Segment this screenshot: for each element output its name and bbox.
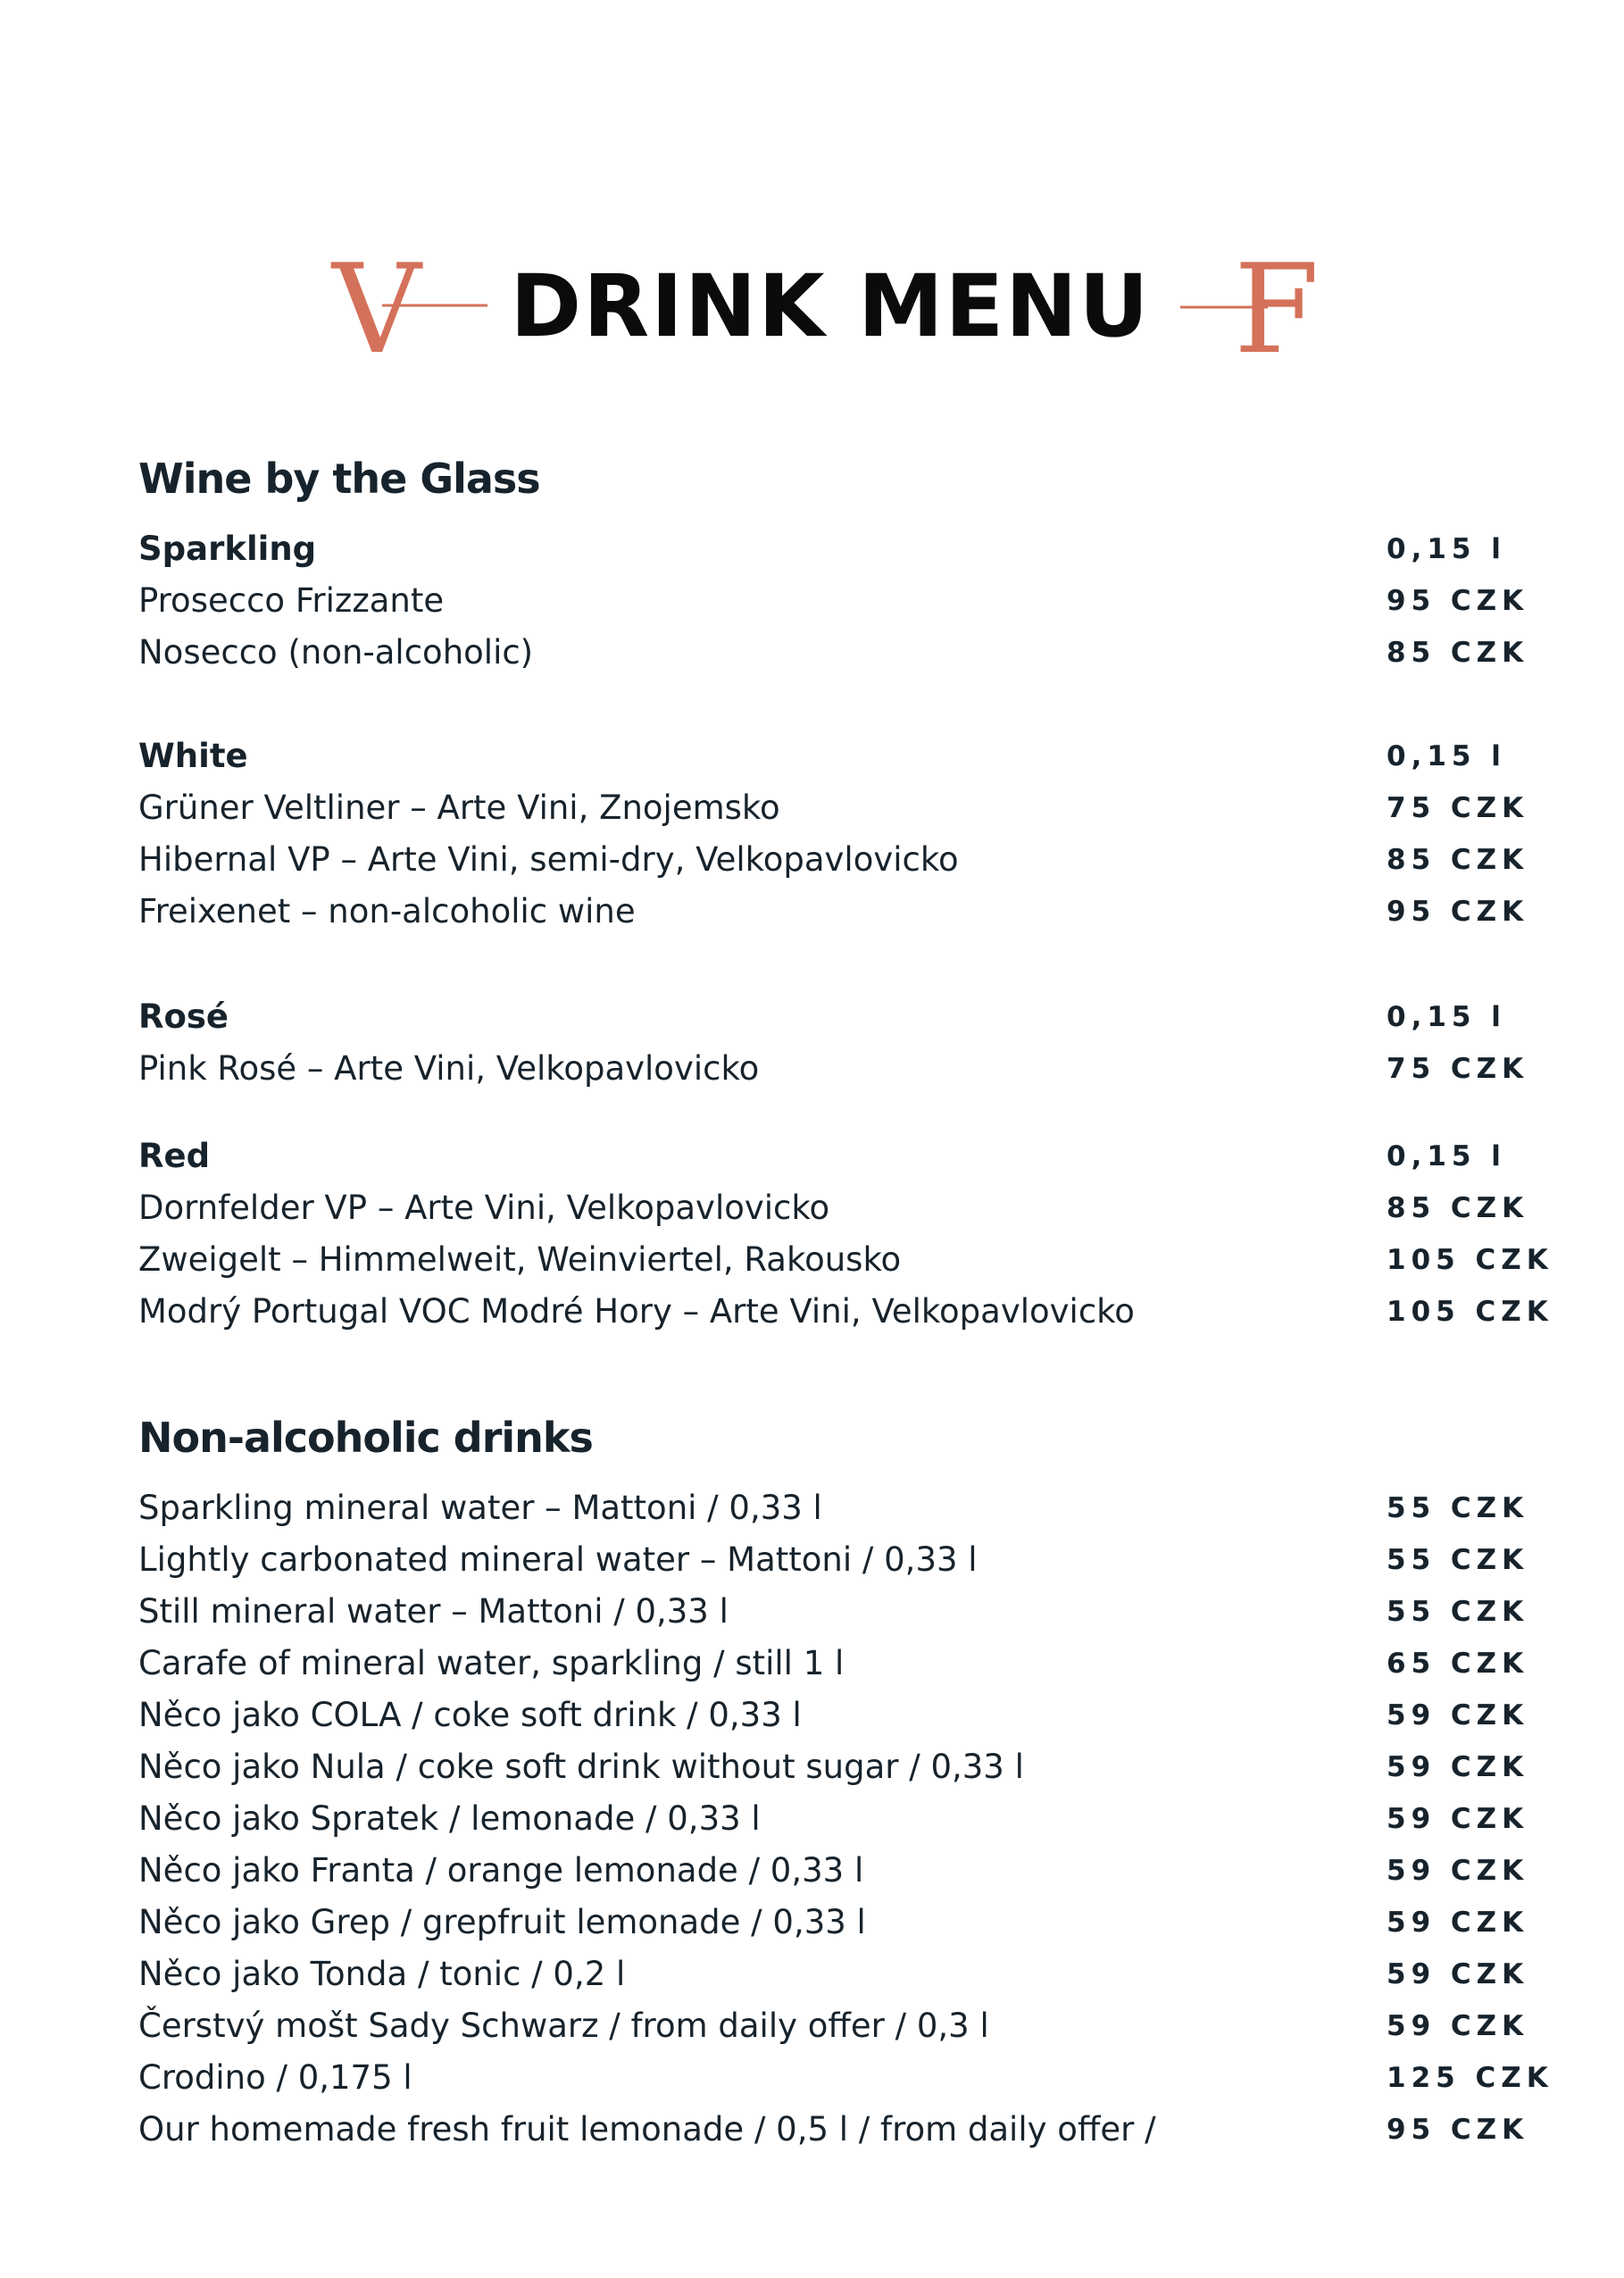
item-price: 85 CZK [1387, 637, 1529, 669]
item-name: Grüner Veltliner – Arte Vini, Znojemsko [138, 789, 780, 827]
list-item [138, 630, 1531, 675]
logo-v-mark [330, 252, 491, 359]
list-item [138, 786, 1531, 830]
item-name: Něco jako Tonda / tonic / 0,2 l [138, 1955, 626, 1993]
list-item [138, 1745, 1531, 1790]
item-name: Něco jako Grep / grepfruit lemonade / 0,33 l [138, 1903, 866, 1941]
item-name: Freixenet – non-alcoholic wine [138, 892, 636, 930]
list-item [138, 1952, 1531, 1997]
item-price: 59 CZK [1387, 1958, 1529, 1990]
item-price: 59 CZK [1387, 1803, 1529, 1835]
page-title: DRINK MENU [510, 256, 1151, 356]
item-name: Dornfelder VP – Arte Vini, Velkopavlovicko [138, 1189, 830, 1227]
item-name: Zweigelt – Himmelweit, Weinviertel, Rakousko [138, 1240, 902, 1279]
item-price: 59 CZK [1387, 2010, 1529, 2042]
list-item [138, 1486, 1531, 1531]
list-item [138, 2056, 1553, 2100]
item-name: Modrý Portugal VOC Modré Hory – Arte Vini, Velkopavlovicko [138, 1292, 1135, 1331]
item-price: 59 CZK [1387, 1699, 1529, 1731]
item-name: Still mineral water – Mattoni / 0,33 l [138, 1592, 729, 1631]
item-price: 59 CZK [1387, 1855, 1529, 1887]
item-name: Hibernal VP – Arte Vini, semi-dry, Velkopavlovicko [138, 840, 959, 879]
item-name: Nosecco (non-alcoholic) [138, 633, 534, 672]
list-item [138, 1641, 1531, 1686]
list-item [138, 889, 1531, 934]
item-name: Pink Rosé – Arte Vini, Velkopavlovicko [138, 1049, 760, 1088]
subsection-label: White [138, 737, 248, 775]
item-name: Něco jako Nula / coke soft drink without sugar / 0,33 l [138, 1748, 1024, 1786]
subsection-red [138, 1134, 1531, 1179]
logo-v-letter: V [332, 252, 421, 359]
item-price: 59 CZK [1387, 1751, 1529, 1783]
list-item [138, 2107, 1531, 2152]
volume-label: 0,15 l [1387, 533, 1506, 565]
item-price: 59 CZK [1387, 1907, 1529, 1939]
logo-f-letter: F [1234, 252, 1320, 359]
list-item [138, 1590, 1531, 1634]
item-name: Čerstvý mošt Sady Schwarz / from daily offer / 0,3 l [138, 2007, 989, 2045]
item-price: 95 CZK [1387, 2114, 1529, 2146]
menu-header [0, 241, 1624, 366]
list-item [138, 1238, 1553, 1282]
item-price: 55 CZK [1387, 1544, 1529, 1576]
item-price: 125 CZK [1387, 2062, 1553, 2094]
item-price: 95 CZK [1387, 585, 1529, 617]
list-item [138, 579, 1531, 623]
list-item [138, 1693, 1531, 1738]
logo-f-mark [1178, 252, 1348, 359]
item-price: 85 CZK [1387, 1192, 1529, 1224]
list-item [138, 1848, 1531, 1893]
list-item [138, 2004, 1531, 2049]
list-item [138, 838, 1531, 882]
section-title-nonalcoholic: Non-alcoholic drinks [138, 1414, 593, 1462]
item-name: Carafe of mineral water, sparkling / still 1 l [138, 1644, 845, 1682]
item-price: 95 CZK [1387, 896, 1529, 928]
item-name: Crodino / 0,175 l [138, 2058, 412, 2097]
item-price: 105 CZK [1387, 1244, 1553, 1276]
list-item [138, 1900, 1531, 1945]
item-price: 65 CZK [1387, 1648, 1529, 1680]
item-price: 55 CZK [1387, 1492, 1529, 1524]
subsection-label: Sparkling [138, 530, 317, 568]
item-name: Něco jako COLA / coke soft drink / 0,33 l [138, 1696, 802, 1734]
volume-label: 0,15 l [1387, 1001, 1506, 1033]
item-name: Lightly carbonated mineral water – Mattoni / 0,33 l [138, 1540, 978, 1579]
subsection-sparkling [138, 527, 1531, 572]
item-price: 105 CZK [1387, 1296, 1553, 1328]
section-title-wine: Wine by the Glass [138, 455, 540, 503]
item-price: 85 CZK [1387, 844, 1529, 876]
subsection-label: Rosé [138, 997, 229, 1036]
list-item [138, 1186, 1531, 1231]
list-item [138, 1289, 1553, 1334]
list-item [138, 1047, 1531, 1091]
item-name: Něco jako Franta / orange lemonade / 0,33 l [138, 1851, 864, 1890]
volume-label: 0,15 l [1387, 740, 1506, 772]
item-name: Prosecco Frizzante [138, 581, 445, 620]
subsection-rose [138, 995, 1531, 1039]
item-price: 75 CZK [1387, 1053, 1529, 1085]
item-name: Něco jako Spratek / lemonade / 0,33 l [138, 1799, 761, 1838]
item-price: 75 CZK [1387, 792, 1529, 824]
subsection-white [138, 734, 1531, 779]
subsection-label: Red [138, 1137, 211, 1175]
list-item [138, 1797, 1531, 1841]
item-name: Our homemade fresh fruit lemonade / 0,5 l / from daily offer / [138, 2110, 1156, 2149]
volume-label: 0,15 l [1387, 1140, 1506, 1172]
item-name: Sparkling mineral water – Mattoni / 0,33 l [138, 1489, 822, 1527]
list-item [138, 1538, 1531, 1582]
item-price: 55 CZK [1387, 1596, 1529, 1628]
